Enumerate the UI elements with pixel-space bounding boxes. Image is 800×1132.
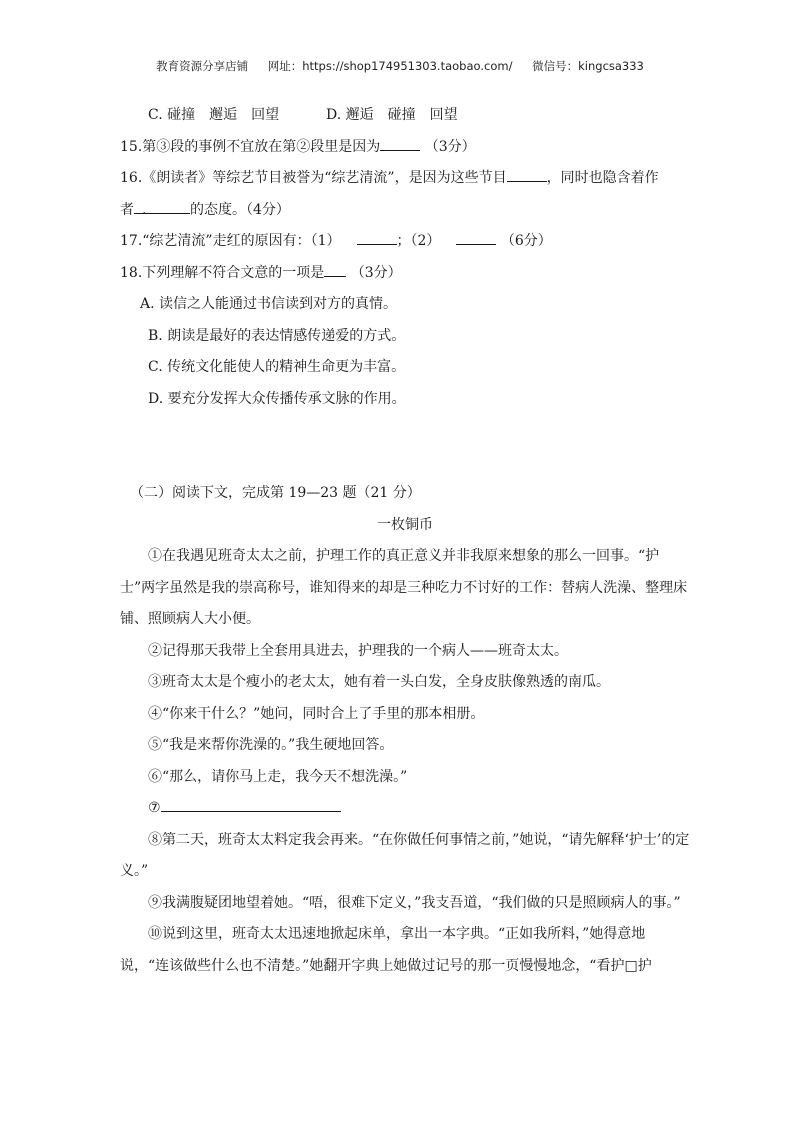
q16-text-a: 16.《朗读者》等综艺节目被誉为“综艺清流”，是因为这些节目 [120, 170, 507, 186]
q16-text-c: 者 [120, 201, 134, 218]
q15-answer-blank[interactable] [380, 132, 420, 151]
question-16-line2 [120, 195, 690, 227]
wechat-id: 微信号：kingcsa333 [532, 59, 644, 73]
paragraph-9: ⑨我满腹疑团地望着她。“唔，很难下定义，”我支吾道，“我们做的只是照顾病人的事。” [148, 894, 681, 911]
q17-answer-blank-1[interactable] [357, 226, 397, 245]
paragraph-10: ⑩说到这里，班奇太太迅速地掀起床单，拿出一本字典。“正如我所料，”她得意地说，“连该做些什么也不清楚。”她翻开字典上她做过记号的那一页慢慢地念，“看护□护 [120, 926, 652, 974]
shop-name: 教育资源分享店铺 [156, 59, 249, 73]
question-17 [120, 226, 690, 258]
q18-option-d: D. 要充分发挥大众传播传承文脉的作用。 [148, 390, 406, 407]
q16-answer-blank-2[interactable] [134, 195, 190, 218]
q14-options-cd [120, 100, 690, 132]
q17-score: （6分） [500, 233, 552, 249]
question-15 [120, 132, 690, 164]
paragraph-6: ⑥“那么，请你马上走，我今天不想洗澡。” [148, 768, 408, 785]
paragraph-8: ⑧第二天，班奇太太料定我会再来。“在你做任何事情之前，”她说，“请先解释‘护士’的定义。” [120, 831, 690, 879]
paragraph-7 [120, 793, 690, 825]
paragraph-7-number: ⑦ [148, 800, 161, 816]
paragraph-3: ③班奇太太是个瘦小的老太太，她有着一头白发，全身皮肤像熟透的南瓜。 [148, 674, 610, 690]
q14-option-c: C. 碰撞 邂逅 回望 [148, 107, 280, 123]
page-header [0, 58, 800, 74]
paragraph-5: ⑤“我是来帮你洗澡的。”我生硬地回答。 [148, 737, 394, 753]
question-16-line1 [120, 163, 690, 195]
document-body [120, 100, 690, 982]
shop-url: 网址：https://shop174951303.taobao.com/ [267, 59, 513, 73]
q18-answer-blank[interactable] [324, 258, 346, 277]
question-18 [120, 258, 690, 290]
q14-option-d: D. 邂逅 碰撞 回望 [326, 107, 458, 123]
q16-blank-mark: . [142, 201, 147, 218]
q18-option-a: A. 读信之人能通过书信读到对方的真情。 [140, 296, 398, 312]
section-2-heading: （二）阅读下文，完成第 19—23 题（21 分） [130, 485, 421, 501]
q17-text: 17.“综艺清流”走红的原因有：（1） [120, 233, 341, 249]
paragraph-2: ②记得那天我带上全套用具进去，护理我的一个病人——班奇太太。 [148, 642, 568, 659]
q17-answer-blank-2[interactable] [456, 226, 496, 245]
q16-text-d: 的态度。（4分） [190, 201, 290, 218]
q18-option-b: B. 朗读是最好的表达情感传递爱的方式。 [148, 327, 406, 344]
paragraph-7-answer-blank[interactable] [161, 793, 341, 812]
paragraph-1: ①在我遇见班奇太太之前，护理工作的真正意义并非我原来想象的那么一回事。“护士”两字虽然是我的崇高称号，谁知得来的却是三种吃力不讨好的工作：替病人洗澡、整理床铺、照顾病人大小便。 [120, 548, 688, 627]
q15-score: （3分） [424, 138, 476, 155]
section-gap [120, 415, 690, 478]
q15-text: 15.第③段的事例不宜放在第②段里是因为 [120, 138, 381, 155]
q18-text: 18.下列理解不符合文意的一项是 [120, 264, 325, 281]
q16-answer-blank-1[interactable] [507, 163, 547, 182]
q18-option-c: C. 传统文化能使人的精神生命更为丰富。 [148, 359, 406, 375]
paragraph-4: ④“你来干什么？”她问，同时合上了手里的那本相册。 [148, 705, 485, 722]
q17-sep: ；（2） [396, 233, 441, 249]
q18-score: （3分） [350, 264, 402, 281]
article-title: 一枚铜币 [377, 516, 433, 533]
q16-text-b: ，同时也隐含着作 [546, 170, 659, 186]
